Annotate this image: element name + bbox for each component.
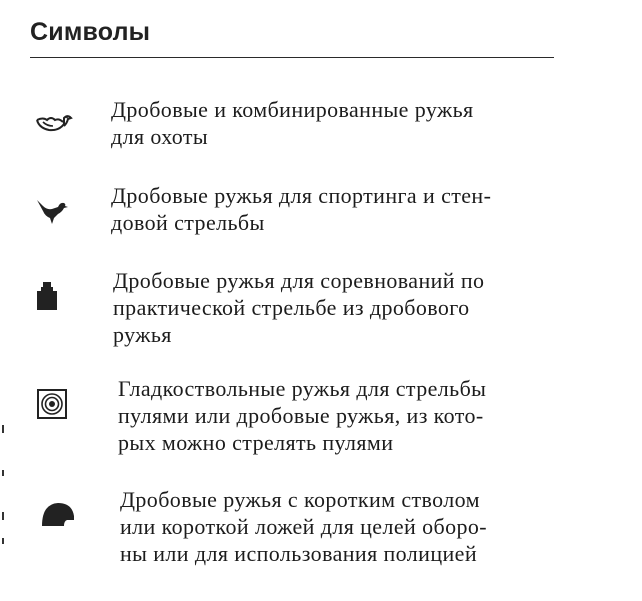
silhouette-target-icon (36, 282, 58, 315)
entry-text-line: довой стрельбы (111, 210, 265, 235)
duck-icon (33, 108, 73, 141)
scan-mark (2, 470, 4, 476)
page-title: Символы (30, 18, 151, 46)
entry-text-line: Дробовые ружья для спортинга и стен- (111, 183, 492, 208)
entry-text-line: Дробовые ружья для соревнований по (113, 268, 485, 293)
scan-mark (2, 425, 4, 433)
entry-text-line: или короткой ложей для целей оборо- (120, 514, 488, 539)
entry-text-line: ны или для использования полицией (120, 541, 478, 566)
scan-mark (2, 538, 4, 544)
scan-mark (2, 512, 4, 520)
entry-text-line: ружья (113, 322, 172, 347)
entry-text-line: Гладкоствольные ружья для стрельбы (118, 376, 487, 401)
entry-text-line: Дробовые ружья с коротким стволом (120, 487, 480, 512)
entry-text-line: рых можно стрелять пулями (118, 430, 394, 455)
bullseye-target-icon (37, 389, 67, 424)
entry-text-line: Дробовые и комбинированные ружья (111, 97, 474, 122)
police-helmet-icon (40, 500, 76, 533)
entry-text-line: практической стрельбе из дробового (113, 295, 470, 320)
title-divider (30, 57, 554, 58)
entry-text-line: пулями или дробовые ружья, из кото- (118, 403, 484, 428)
clay-bird-icon (35, 196, 69, 231)
entry-text-line: для охоты (111, 124, 209, 149)
